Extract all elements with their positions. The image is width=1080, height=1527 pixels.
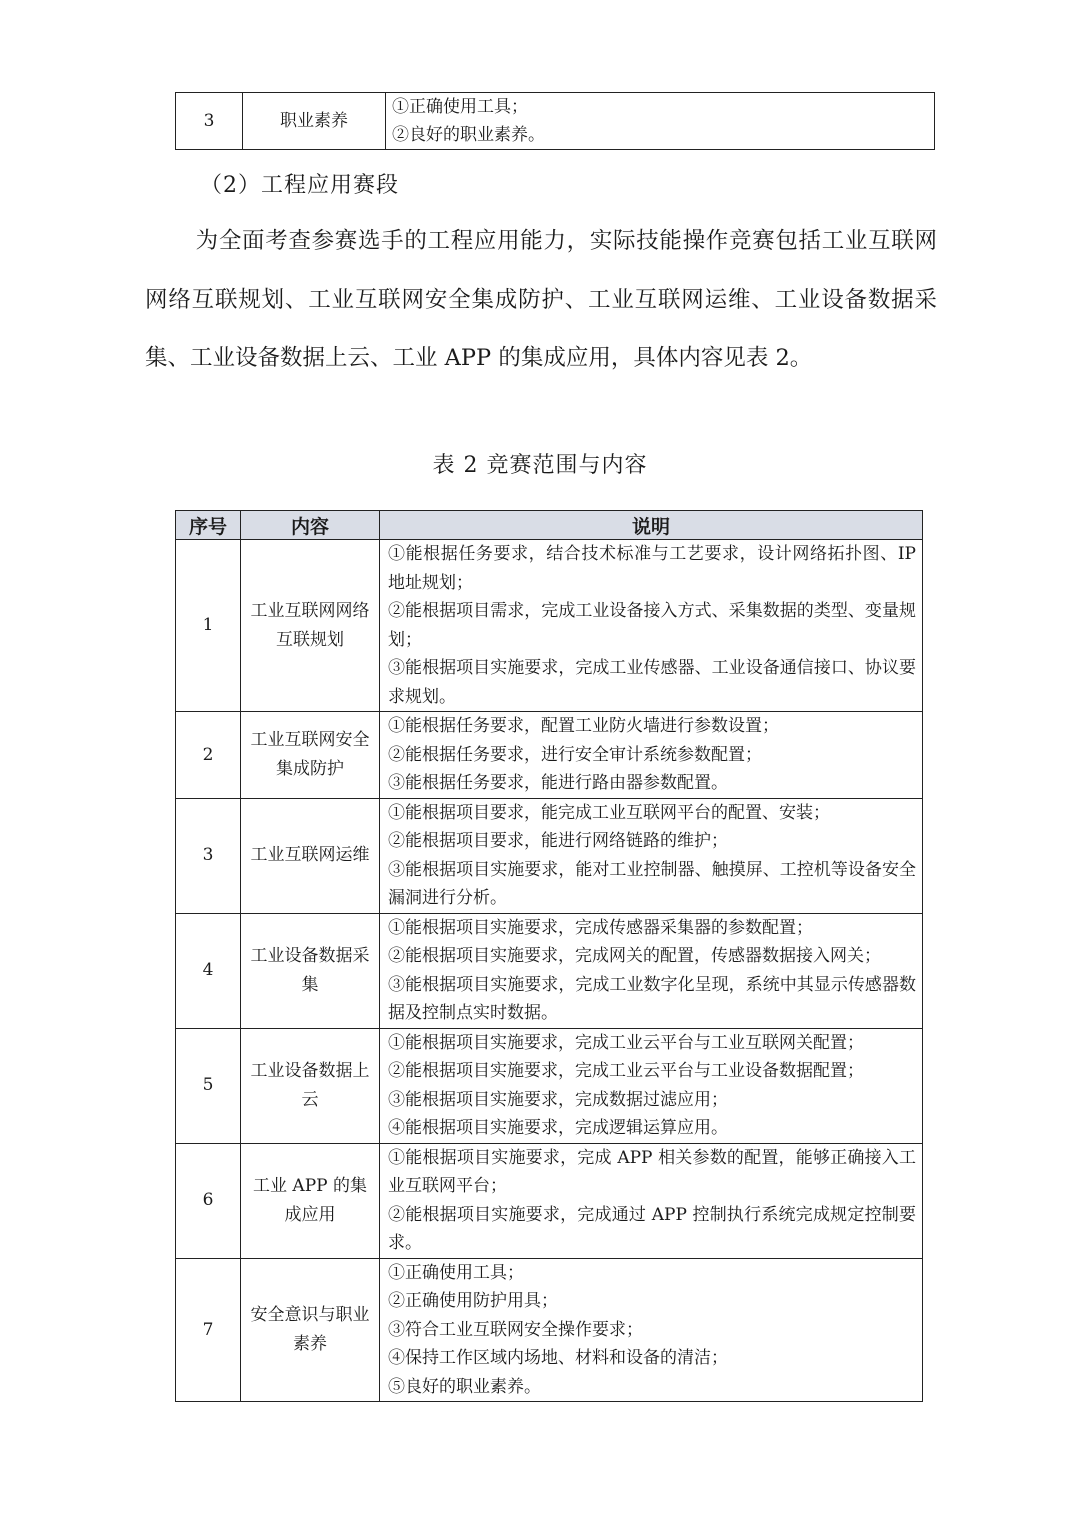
row-content: 工业互联网网络互联规划 — [241, 540, 380, 712]
row-number: 5 — [176, 1028, 241, 1143]
row-number: 3 — [176, 798, 241, 913]
description-item: ④保持工作区域内场地、材料和设备的清洁； — [388, 1348, 728, 1368]
description-item: ②良好的职业素养。 — [392, 125, 545, 145]
row-number: 3 — [176, 93, 243, 150]
table-row — [176, 1258, 923, 1402]
competition-scope-table — [175, 510, 923, 1402]
row-number: 6 — [176, 1143, 241, 1258]
row-content: 职业素养 — [243, 93, 386, 150]
paragraph-text: 为全面考查参赛选手的工程应用能力，实际技能操作竞赛包括工业互联网网络互联规划、工业互联网安全集成防护、工业互联网运维、工业设备数据采集、工业设备数据上云、工业 APP 的集成应用，具体内容见表 2。 — [145, 228, 937, 371]
row-content: 安全意识与职业素养 — [241, 1258, 380, 1402]
table-row — [176, 798, 923, 913]
description-item: ②能根据项目实施要求，完成工业云平台与工业设备数据配置； — [388, 1061, 864, 1081]
description-item: ②能根据项目实施要求，完成通过 APP 控制执行系统完成规定控制要求。 — [388, 1204, 916, 1253]
description-item: ①能根据项目实施要求，完成传感器采集器的参数配置； — [388, 917, 813, 938]
row-content: 工业互联网安全集成防护 — [241, 712, 380, 799]
header-description: 说明 — [380, 511, 923, 540]
description-item: ①正确使用工具； — [392, 97, 528, 117]
table-caption: 表 2 竞赛范围与内容 — [432, 453, 648, 478]
body-paragraph — [145, 212, 937, 388]
description-item: ②能根据任务要求，进行安全审计系统参数配置； — [388, 744, 762, 765]
row-content: 工业互联网运维 — [241, 798, 380, 913]
description-item: ③能根据项目实施要求，完成数据过滤应用； — [388, 1089, 728, 1110]
description-item: ③能根据任务要求，能进行路由器参数配置。 — [388, 773, 728, 793]
row-description — [380, 1258, 923, 1402]
description-item: ②能根据项目实施要求，完成网关的配置，传感器数据接入网关； — [388, 946, 881, 966]
header-content: 内容 — [241, 511, 380, 540]
row-number: 7 — [176, 1258, 241, 1402]
row-number: 4 — [176, 913, 241, 1028]
header-number: 序号 — [176, 511, 241, 540]
row-number: 1 — [176, 540, 241, 712]
description-item: ②能根据项目需求，完成工业设备接入方式、采集数据的类型、变量规划； — [388, 601, 916, 650]
table-row — [176, 712, 923, 799]
description-item: ②正确使用防护用具； — [388, 1291, 558, 1311]
description-item: ③能根据项目实施要求，完成工业传感器、工业设备通信接口、协议要求规划。 — [388, 658, 916, 707]
description-item: ①能根据项目实施要求，完成 APP 相关参数的配置，能够正确接入工业互联网平台； — [388, 1147, 916, 1196]
table-row — [176, 93, 935, 150]
description-item: ①能根据项目要求，能完成工业互联网平台的配置、安装； — [388, 802, 830, 823]
description-item: ③符合工业互联网安全操作要求； — [388, 1319, 643, 1340]
table-row — [176, 913, 923, 1028]
row-description — [380, 913, 923, 1028]
row-description — [386, 93, 935, 150]
description-item: ⑤良好的职业素养。 — [388, 1376, 541, 1397]
row-content: 工业设备数据采集 — [241, 913, 380, 1028]
description-item: ②能根据项目要求，能进行网络链路的维护； — [388, 831, 728, 851]
continued-table — [175, 92, 935, 150]
description-item: ①能根据任务要求，配置工业防火墙进行参数设置； — [388, 716, 779, 736]
row-description — [380, 712, 923, 799]
section-subheading: （2）工程应用赛段 — [200, 173, 399, 198]
table-row — [176, 1143, 923, 1258]
table-row — [176, 1028, 923, 1143]
table-row — [176, 540, 923, 712]
row-content: 工业 APP 的集成应用 — [241, 1143, 380, 1258]
row-content: 工业设备数据上云 — [241, 1028, 380, 1143]
row-number: 2 — [176, 712, 241, 799]
row-description — [380, 1028, 923, 1143]
description-item: ①能根据任务要求，结合技术标准与工艺要求，设计网络拓扑图、IP 地址规划； — [388, 544, 916, 593]
description-item: ③能根据项目实施要求，能对工业控制器、触摸屏、工控机等设备安全漏洞进行分析。 — [388, 859, 916, 908]
row-description — [380, 1143, 923, 1258]
description-item: ④能根据项目实施要求，完成逻辑运算应用。 — [388, 1118, 728, 1138]
table-header-row — [176, 511, 923, 540]
row-description — [380, 540, 923, 712]
description-item: ③能根据项目实施要求，完成工业数字化呈现，系统中其显示传感器数据及控制点实时数据。 — [388, 974, 916, 1023]
description-item: ①正确使用工具； — [388, 1262, 524, 1283]
row-description — [380, 798, 923, 913]
description-item: ①能根据项目实施要求，完成工业云平台与工业互联网关配置； — [388, 1032, 864, 1053]
